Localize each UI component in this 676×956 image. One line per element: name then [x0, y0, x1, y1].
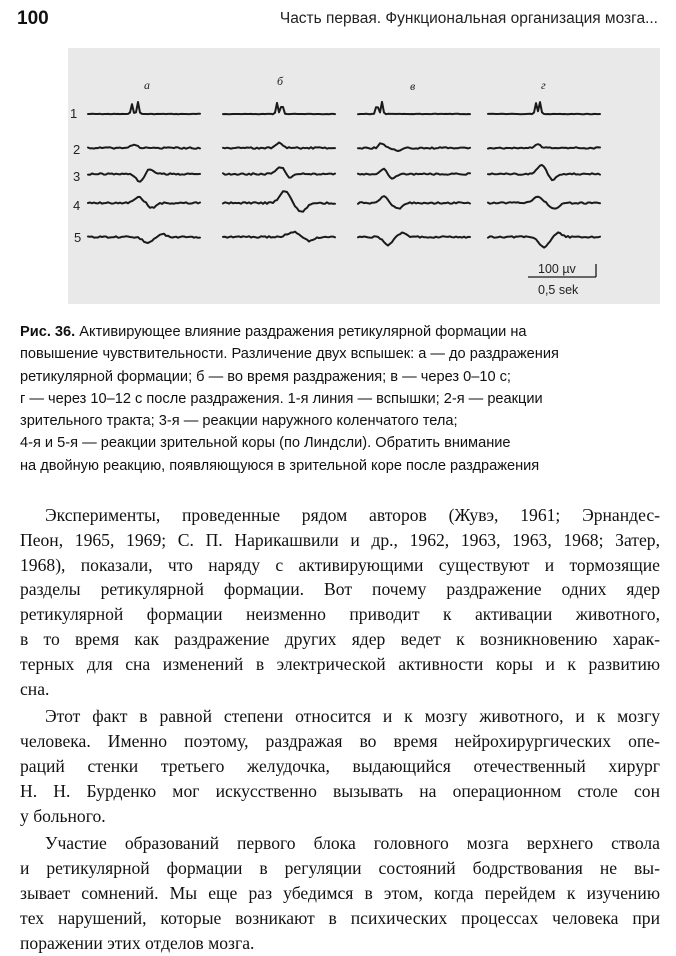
eeg-trace: [488, 165, 600, 180]
scale-bar: [528, 262, 596, 297]
scale-time: 0,5 sek: [538, 283, 579, 297]
paragraph-line: зывает сомнений. Мы еще раз убедимся в этом, когда перейдем к изучению: [20, 882, 660, 903]
paragraph-line: поражении этих отделов мозга.: [20, 932, 255, 953]
paragraph-line: Эксперименты, проведенные рядом авторов (Жувэ, 1961; Эрнандес-: [45, 505, 660, 525]
eeg-trace: [223, 191, 335, 212]
caption-label: Рис. 36.: [20, 324, 76, 340]
eeg-trace: [488, 197, 600, 209]
eeg-trace: [88, 170, 200, 182]
row-label-1: 1: [70, 106, 78, 121]
eeg-trace: [358, 196, 470, 209]
paragraph-line: ретикулярной формации неизменно приводит к активации животного,: [20, 604, 660, 625]
paragraph-line: сна.: [20, 678, 50, 699]
figure-36: [68, 48, 660, 304]
eeg-trace: [88, 145, 200, 149]
paragraph-line: раций стенки третьего желудочка, выдающийся отечественный хирург: [20, 755, 660, 776]
paragraph-line: Этот факт в равной степени относится и к мозгу животного, и к мозгу: [45, 706, 660, 727]
caption-line: ретикулярной формации; б — во время раздражения; в — через 0–10 с;: [20, 368, 511, 385]
paragraph-line: в то время как раздражение других ядер ведет к возникновению харак-: [20, 628, 660, 649]
eeg-trace: [358, 233, 470, 246]
paragraph-line: тех нарушений, которые возникают в психических процессах человека при: [20, 907, 660, 928]
eeg-trace: [358, 102, 470, 114]
paragraph-line: и ретикулярной формации в регуляции состояний бодрствования не вы-: [20, 858, 660, 879]
eeg-trace: [358, 143, 470, 151]
paragraph-line: человека. Именно поэтому, раздражая во время нейрохирургических опе-: [20, 731, 660, 752]
paragraph-line: Участие образований первого блока головного мозга верхнего ствола: [45, 833, 660, 854]
caption-line: г — через 10–12 с после раздражения. 1-я линия — вспышки; 2-я — реакции: [20, 390, 543, 407]
eeg-trace: [223, 103, 335, 114]
row-label-3: 3: [73, 169, 81, 184]
eeg-trace: [88, 197, 200, 208]
eeg-trace: [223, 143, 335, 149]
eeg-trace: [223, 232, 335, 242]
row-label-5: 5: [74, 230, 82, 245]
eeg-trace: [358, 169, 470, 179]
caption-line: зрительного тракта; 3-я — реакции наружного коленчатого тела;: [20, 413, 458, 430]
eeg-trace: [88, 102, 200, 114]
paragraph-line: 1968), показали, что наряду с активирующими существуют и тормозящие: [20, 554, 660, 575]
eeg-trace: [488, 144, 600, 149]
row-label-4: 4: [73, 198, 81, 213]
caption-text: Активирующее влияние раздражения ретикулярной формации на: [75, 324, 527, 340]
paragraph-line: Н. Н. Бурденко мог искусственно вызывать на операционном столе сон: [20, 780, 660, 801]
caption-line: [20, 321, 660, 343]
caption-line: повышение чувствительности. Различение двух вспышек: а — до раздражения: [20, 346, 559, 363]
caption-line: на двойную реакцию, появляющуюся в зрительной коре после раздражения: [20, 457, 540, 474]
scale-voltage: 100 µv: [538, 262, 576, 276]
paragraph-line: разделы ретикулярной формации. Вот почему раздражение одних ядер: [20, 579, 660, 600]
paragraph-line: у больного.: [20, 805, 106, 826]
eeg-trace: [88, 234, 200, 243]
figure-caption: [20, 321, 660, 477]
eeg-traces-figure: [68, 48, 660, 304]
eeg-trace: [488, 232, 600, 247]
eeg-trace: [223, 167, 335, 177]
column-label-a: а: [144, 78, 150, 92]
paragraph-line: Пеон, 1965, 1969; С. П. Нарикашвили и др., 1962, 1963, 1963, 1968; Затер,: [20, 529, 660, 550]
page-number: 100: [17, 8, 49, 29]
row-label-2: 2: [73, 142, 81, 157]
column-label-v: в: [410, 79, 416, 93]
eeg-trace: [488, 102, 600, 114]
paragraph-line: терных для сна изменений в электрической активности коры и к развитию: [20, 653, 660, 674]
caption-line: 4-я и 5-я — реакции зрительной коры (по Линдсли). Обратить внимание: [20, 435, 511, 452]
running-head: Часть первая. Функциональная организация мозга...: [279, 10, 658, 27]
body-text: [20, 503, 660, 955]
column-label-b: б: [277, 74, 284, 88]
column-label-g: г: [541, 78, 546, 92]
